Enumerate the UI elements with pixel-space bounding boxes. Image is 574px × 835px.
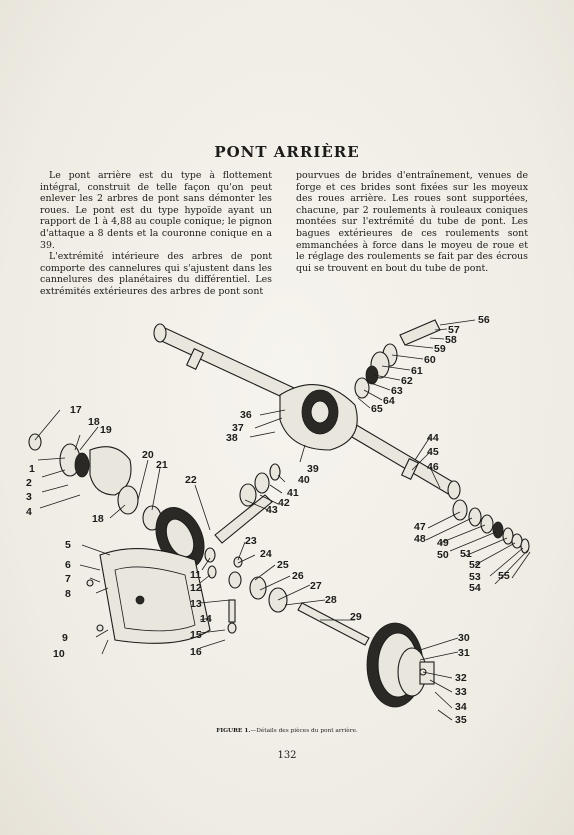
caption-label: FIGURE 1. [216,728,251,734]
figure-caption [0,728,574,734]
callout-label: 40 [298,474,310,486]
callout-label: 31 [458,647,470,659]
callout-label: 41 [287,487,299,499]
callout-label: 34 [455,701,467,713]
callout-label: 39 [307,463,319,475]
callout-label: 4 [26,506,32,518]
callout-label: 30 [458,632,470,644]
page-title: PONT ARRIÈRE [214,143,360,161]
callout-label: 43 [266,504,278,516]
callout-label: 14 [200,613,212,625]
callout-label: 27 [310,580,322,592]
callout-label: 18 [92,513,104,525]
callout-label: 42 [278,497,290,509]
axle-shaft-and-hub [298,603,434,707]
paragraph: pourvues de brides d'entraînement, venues de forge et ces brides sont fixées sur les moyeux des roues arrière. Les roues sont supportées, chacune, par 2 roulements à rouleaux coniques montées sur l'extrémité du tube de pont. Les bagues extérieures de ces roulements sont emmanchées à force dans le moyeu de roue et le réglage des roulements se fait par des écrous qui se trouvent en bout du tube de pont. [296,170,528,274]
callout-label: 54 [469,582,481,594]
callout-label: 1 [29,463,35,475]
callout-label: 16 [190,646,202,658]
callout-label: 24 [260,548,272,560]
callout-label: 28 [325,594,337,606]
callout-label: 13 [190,598,202,610]
callout-label: 37 [232,422,244,434]
paragraph: L'extrémité intérieure des arbres de pont comporte des cannelures qui s'ajustent dans les cannelures des planétaires du différentiel. Les extrémités extérieures des arbres de pont sont [40,251,272,297]
callout-label: 51 [460,548,472,560]
callout-label: 9 [62,632,68,644]
callout-label: 26 [292,570,304,582]
callout-label: 21 [156,459,168,471]
callout-label: 50 [437,549,449,561]
callout-label: 35 [455,714,467,726]
leader-lines [35,320,530,720]
callout-label: 7 [65,573,71,585]
callout-label: 17 [70,404,82,416]
callout-label: 56 [478,314,490,326]
callout-label: 55 [498,570,510,582]
callout-label: 62 [401,375,413,387]
exploded-axle-diagram [20,300,560,730]
paragraph: Le pont arrière est du type à flottement intégral, construit de telle façon qu'on peut enlever les 2 arbres de pont sans démonter les roues. Le pont est du type hypoïde ayant un rapport de 1 à 4,88 au couple conique; le pignon d'attaque a 8 dents et la couronne conique en a 39. [40,170,272,251]
page-number: 132 [277,750,297,761]
callout-label: 45 [427,446,439,458]
callout-label: 52 [469,559,481,571]
text-column-left [40,170,272,298]
callout-label: 60 [424,354,436,366]
callout-label: 18 [88,416,100,428]
callout-label: 53 [469,571,481,583]
callout-label: 49 [437,537,449,549]
callout-label: 57 [448,324,460,336]
callout-label: 6 [65,559,71,571]
callout-label: 23 [245,535,257,547]
callout-label: 44 [427,432,439,444]
callout-label: 25 [277,559,289,571]
callout-label: 8 [65,588,71,600]
callout-label: 3 [26,491,32,503]
callout-label: 65 [371,403,383,415]
callout-label: 48 [414,533,426,545]
callout-label: 32 [455,672,467,684]
callout-label: 22 [185,474,197,486]
callout-label: 33 [455,686,467,698]
callout-label: 46 [427,461,439,473]
callout-label: 59 [434,343,446,355]
callout-label: 36 [240,409,252,421]
callout-label: 47 [414,521,426,533]
callout-label: 64 [383,395,395,407]
callout-label: 5 [65,539,71,551]
callout-label: 38 [226,432,238,444]
text-column-right [296,170,528,274]
callout-label: 12 [190,582,202,594]
callout-label: 20 [142,449,154,461]
callout-label: 11 [190,569,202,581]
callout-label: 29 [350,611,362,623]
caption-text: —Détails des pièces du pont arrière. [250,728,358,734]
callout-label: 63 [391,385,403,397]
callout-label: 2 [26,477,32,489]
callout-label: 58 [445,334,457,346]
differential-gears [205,548,287,633]
callout-label: 10 [53,648,65,660]
callout-label: 15 [190,629,202,641]
callout-label: 61 [411,365,423,377]
callout-label: 19 [100,424,112,436]
